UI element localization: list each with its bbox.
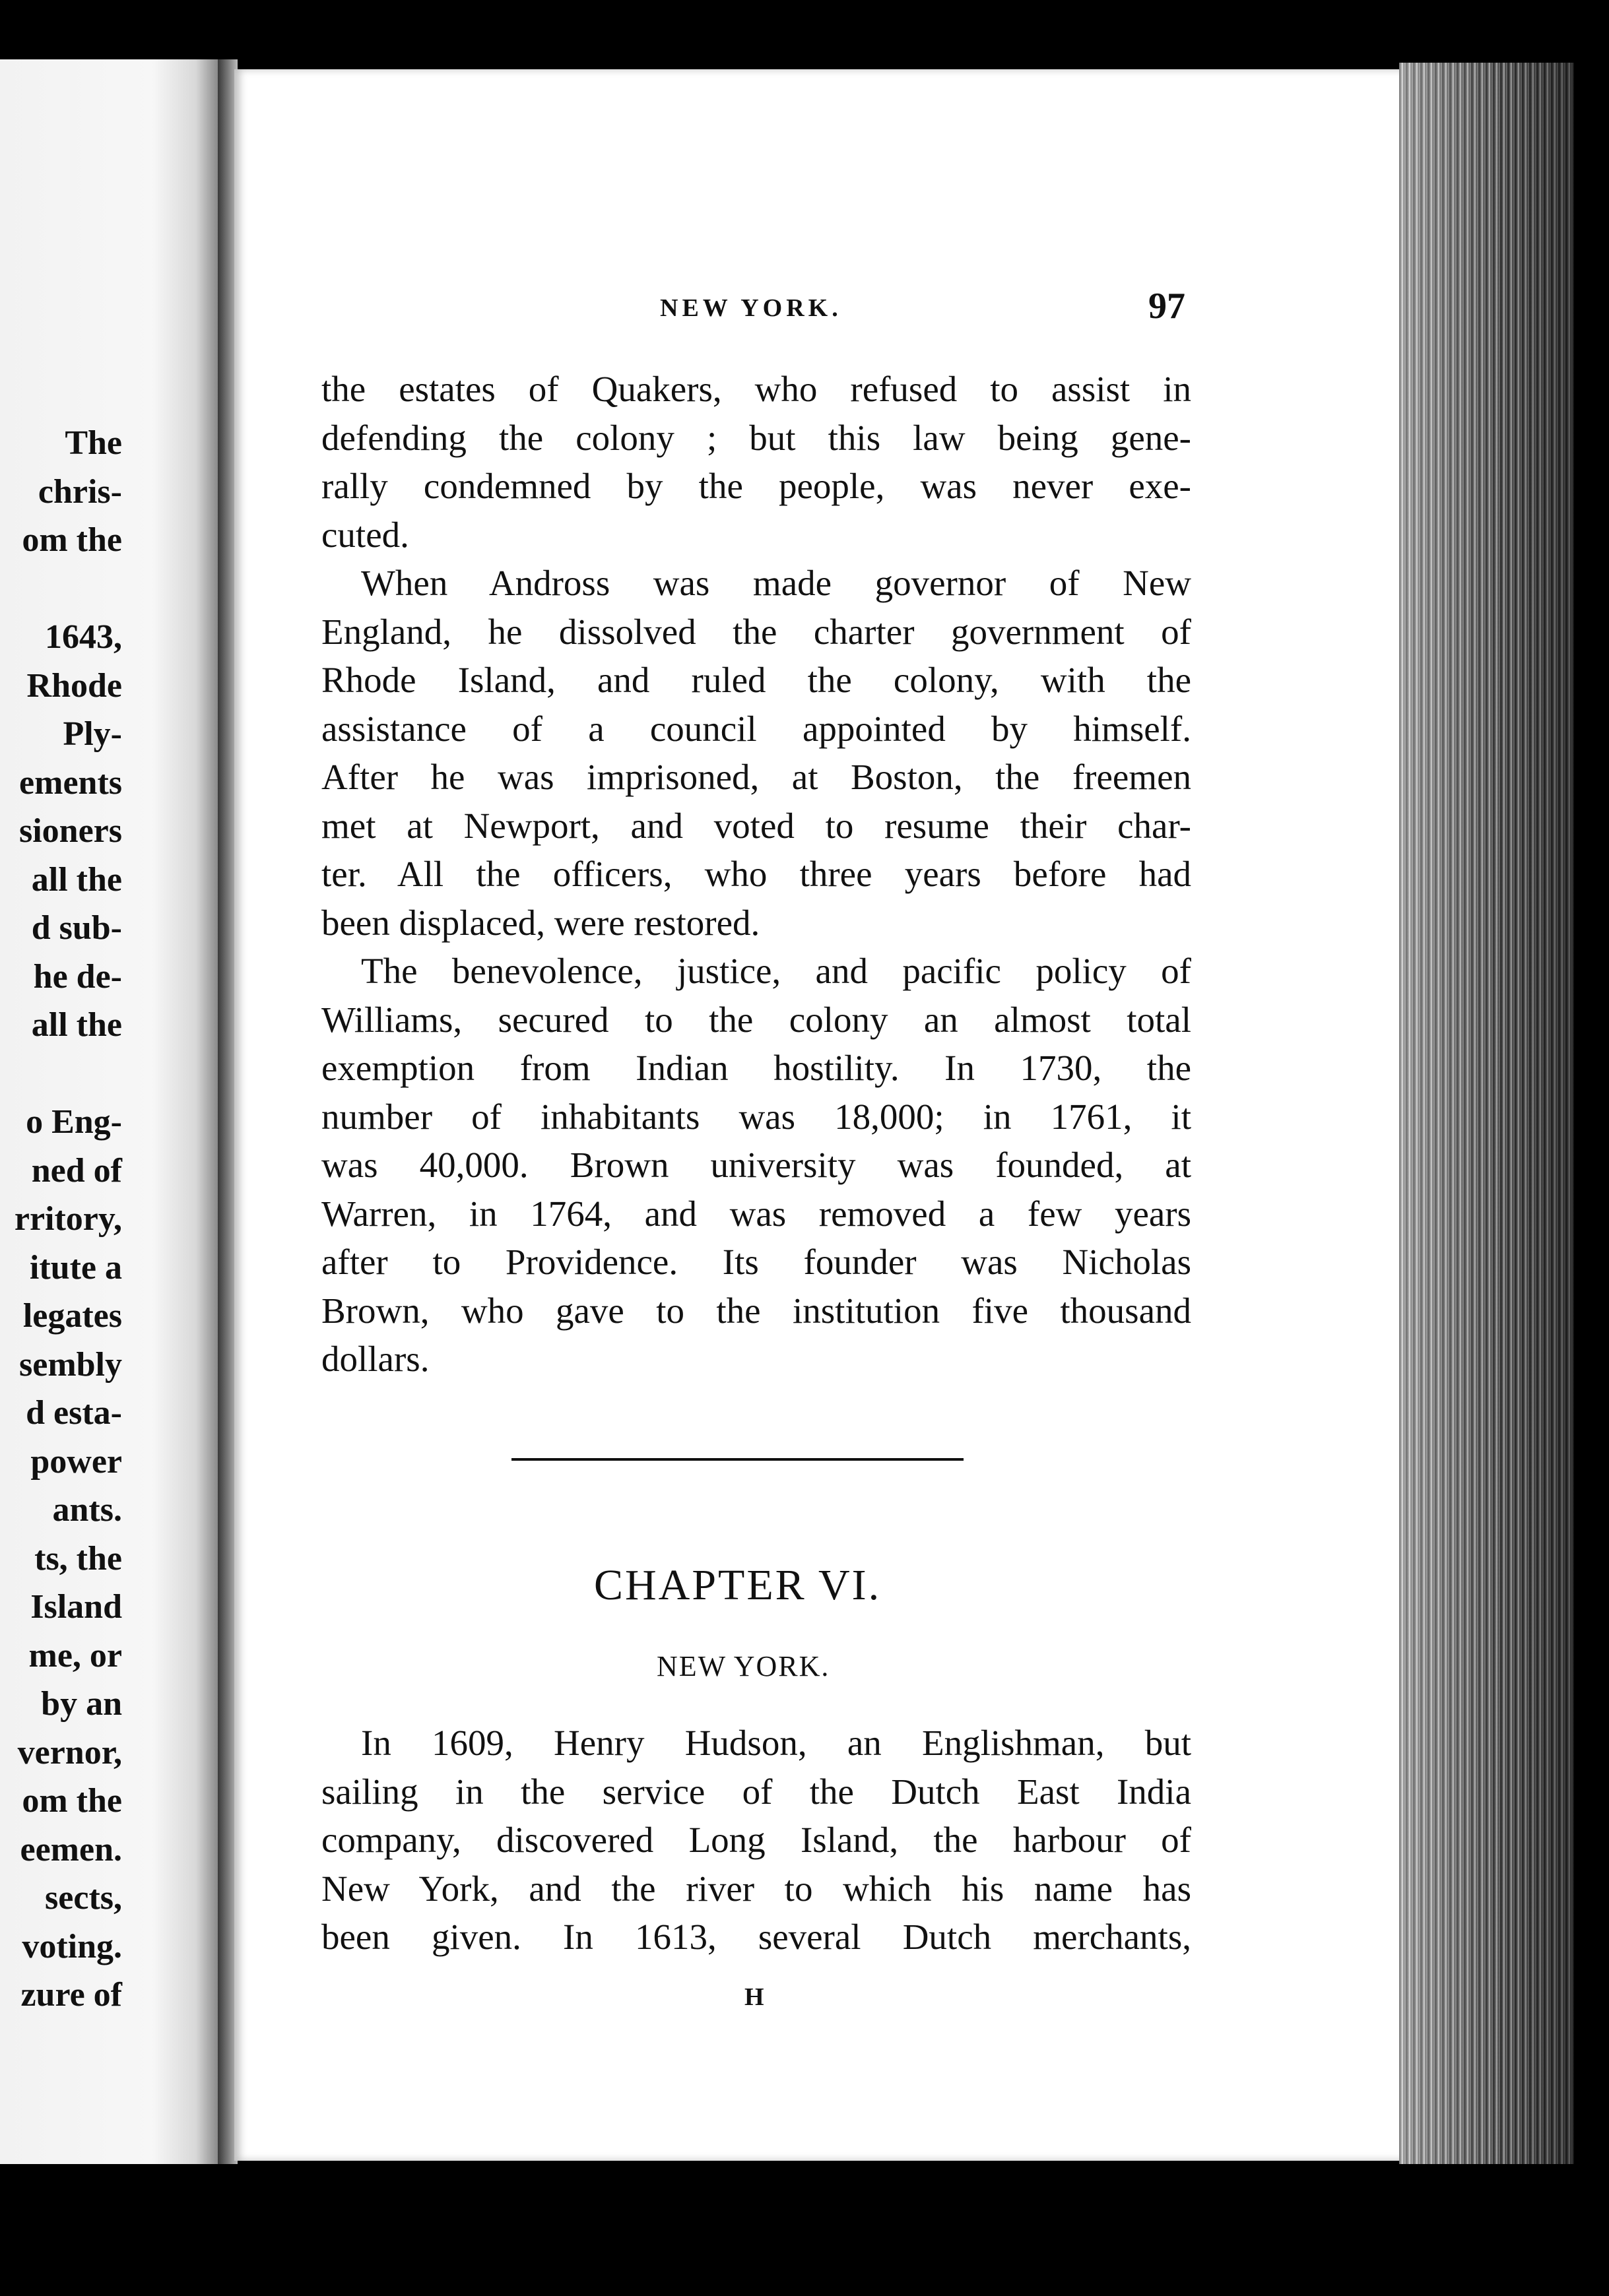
body-text-after-chapter	[321, 1719, 1191, 1961]
facing-line: sioners	[19, 812, 122, 850]
facing-line: om the	[22, 1782, 122, 1820]
page-edge-stack	[1399, 63, 1574, 2164]
facing-line-gap	[15, 565, 122, 614]
facing-line: d sub-	[31, 909, 122, 947]
text-line: Brown, who gave to the institution five thousand	[321, 1290, 1191, 1331]
facing-line: Island	[30, 1588, 122, 1626]
text-line: after to Providence. Its founder was Nicholas	[321, 1242, 1191, 1282]
text-line: assistance of a council appointed by himself.	[321, 708, 1191, 749]
facing-line: power	[30, 1442, 122, 1481]
facing-line: zure of	[20, 1976, 122, 2014]
facing-line: rritory,	[14, 1200, 122, 1238]
text-line: ter. All the officers, who three years before had	[321, 854, 1191, 894]
facing-line: o Eng-	[26, 1103, 122, 1141]
facing-line: Rhode	[26, 666, 122, 705]
facing-line: itute a	[29, 1248, 122, 1287]
facing-line: ts, the	[34, 1539, 122, 1578]
facing-line-gap	[15, 1050, 122, 1099]
text-line: The benevolence, justice, and pacific policy of	[361, 951, 1191, 991]
facing-line: ements	[19, 763, 122, 802]
section-divider-rule	[511, 1458, 964, 1461]
facing-page	[0, 59, 218, 2164]
text-line: England, he dissolved the charter government of	[321, 611, 1191, 652]
text-line: In 1609, Henry Hudson, an Englishman, but	[361, 1723, 1191, 1763]
text-line: Williams, secured to the colony an almost total	[321, 999, 1191, 1040]
body-text-before-chapter	[321, 365, 1191, 1384]
text-line: been displaced, were restored.	[321, 902, 760, 943]
facing-line: d esta-	[26, 1394, 122, 1432]
facing-line: om the	[22, 521, 122, 559]
running-title: NEW YORK.	[660, 294, 842, 322]
page-number: 97	[1148, 286, 1185, 327]
facing-line: Ply-	[63, 715, 122, 753]
facing-line: all the	[31, 1006, 122, 1044]
facing-line: The	[65, 424, 122, 462]
text-line: cuted.	[321, 514, 409, 555]
text-line: number of inhabitants was 18,000; in 1761, it	[321, 1096, 1191, 1137]
facing-line: he de-	[33, 957, 122, 996]
text-line: Warren, in 1764, and was removed a few years	[321, 1193, 1191, 1234]
facing-line: sects,	[45, 1879, 122, 1917]
facing-line: 1643,	[45, 618, 122, 656]
facing-line: ants.	[52, 1491, 122, 1529]
facing-line: all the	[31, 860, 122, 899]
facing-line: ned of	[31, 1151, 122, 1190]
chapter-subtitle: NEW YORK.	[657, 1650, 830, 1682]
text-line: Rhode Island, and ruled the colony, with the	[321, 660, 1191, 700]
facing-line: legates	[22, 1297, 122, 1335]
facing-page-text	[15, 419, 122, 2020]
text-line: the estates of Quakers, who refused to assist in	[321, 369, 1191, 409]
text-line: After he was imprisoned, at Boston, the freemen	[321, 757, 1191, 797]
text-line: been given. In 1613, several Dutch merchants,	[321, 1917, 1191, 1957]
text-line: When Andross was made governor of New	[361, 563, 1191, 603]
facing-line: chris-	[38, 472, 122, 511]
facing-line: voting.	[22, 1927, 122, 1965]
chapter-title: CHAPTER VI.	[594, 1561, 882, 1609]
text-line: company, discovered Long Island, the harbour of	[321, 1820, 1191, 1860]
text-line: New York, and the river to which his name has	[321, 1868, 1191, 1909]
text-line: met at Newport, and voted to resume their char-	[321, 805, 1191, 846]
facing-line: vernor,	[17, 1733, 122, 1771]
facing-line: me, or	[28, 1636, 122, 1674]
text-line: rally condemned by the people, was never exe-	[321, 466, 1191, 506]
text-line: sailing in the service of the Dutch East India	[321, 1771, 1191, 1812]
facing-line: by an	[41, 1685, 122, 1723]
text-line: defending the colony ; but this law being gene-	[321, 417, 1191, 458]
facing-line: sembly	[19, 1345, 122, 1384]
facing-line: eemen.	[20, 1830, 122, 1868]
text-line: dollars.	[321, 1339, 430, 1379]
text-line: was 40,000. Brown university was founded, at	[321, 1145, 1191, 1185]
text-line: exemption from Indian hostility. In 1730, the	[321, 1048, 1191, 1088]
signature-mark: H	[744, 1983, 764, 2011]
